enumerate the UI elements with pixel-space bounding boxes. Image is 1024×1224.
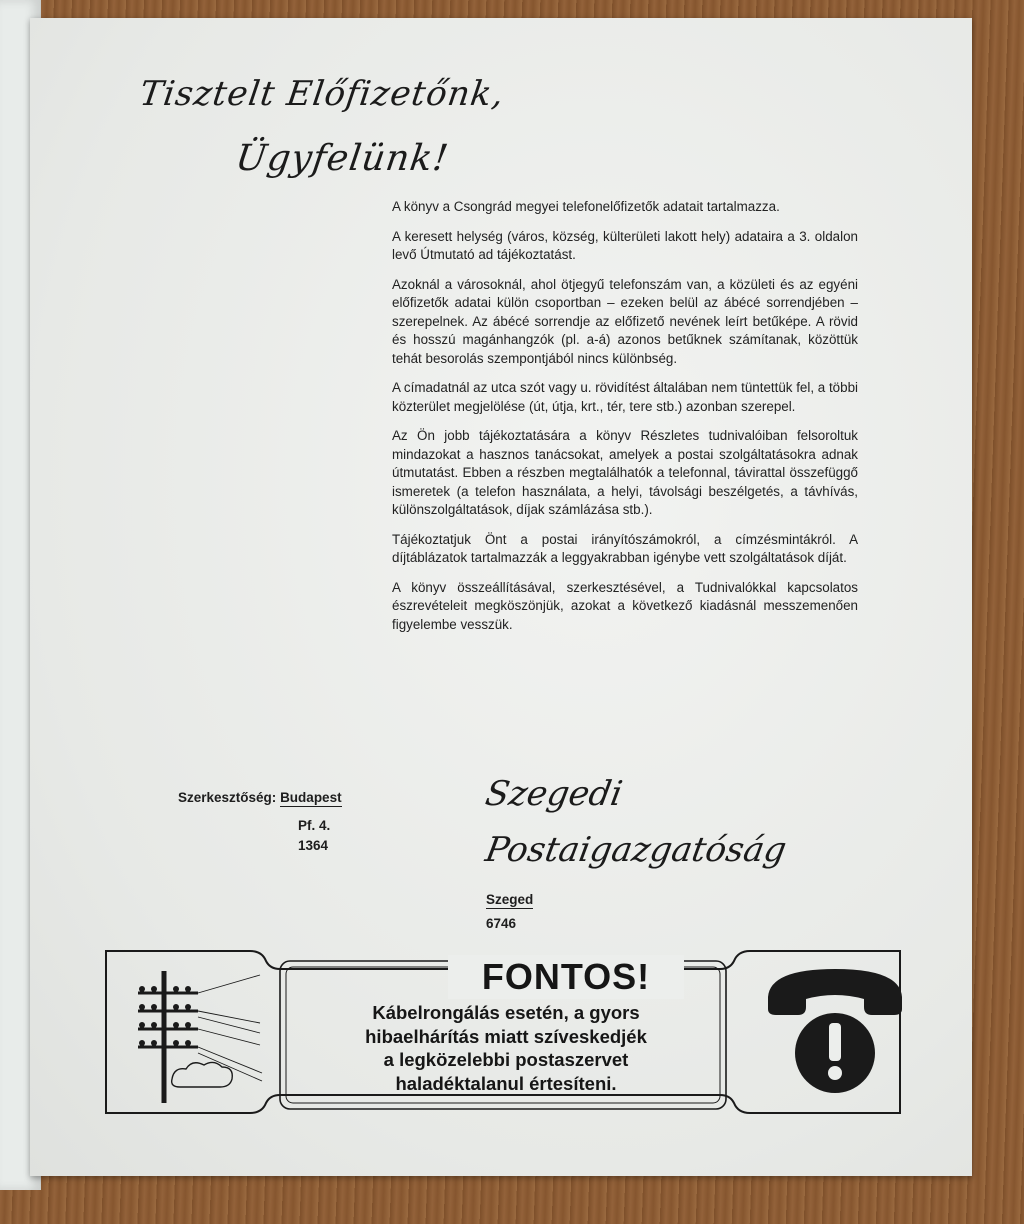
notice-line: haladéktalanul értesíteni. bbox=[395, 1072, 617, 1094]
paragraph: A keresett helység (város, község, külterületi lakott hely) adataira a 3. oldalon levő Útmutató ad tájékoztatást. bbox=[392, 228, 858, 262]
notice-line: Kábelrongálás esetén, a gyors bbox=[372, 1002, 640, 1023]
telephone-pole-icon bbox=[110, 953, 270, 1109]
paragraph: Tájékoztatjuk Önt a postai irányítószámokról, a címzésmintákról. A díjtáblázatok tartalmazzák a leggyakrabban igénybe vett szolgáltatások díját. bbox=[392, 531, 858, 565]
signature-zip: 6746 bbox=[486, 916, 517, 931]
paragraph: Az Ön jobb tájékoztatására a könyv Részletes tudnivalóiban felsoroltuk mindazokat a hasznos tanácsokat, amelyek a postai szolgáltatásokra adnak útmutatást. Ebben a részben megtalálhatók a telefonnal, távirattal összefüggő ismeretek (a telefon használata, a helyi, távolsági beszélgetés, a távhívás, különszolgáltatások, díjak számlázása stb.). bbox=[392, 428, 858, 517]
signature-line-1: Szegedi bbox=[482, 774, 626, 814]
telephone-warning-icon bbox=[760, 957, 910, 1107]
paragraph: A könyv a Csongrád megyei telefonelőfizetők adatait tartalmazza. bbox=[392, 199, 780, 214]
editorial-label: Szerkesztőség: bbox=[178, 790, 277, 805]
greeting-line-2: Ügyfelünk! bbox=[233, 138, 452, 179]
body-text bbox=[392, 198, 858, 645]
editorial-zip: 1364 bbox=[298, 838, 329, 853]
editorial-pobox: Pf. 4. bbox=[298, 818, 331, 833]
paragraph: A könyv összeállításával, szerkesztésével, a Tudnivalókkal kapcsolatos észrevételeit megköszönjük, azokat a következő kiadásnál messzemenően figyelembe vesszük. bbox=[392, 579, 858, 632]
greeting-line-1: Tisztelt Előfizetőnk, bbox=[137, 74, 507, 114]
signature-line-2: Postaigazgatóság bbox=[482, 830, 790, 870]
notice-title: FONTOS! bbox=[448, 955, 684, 999]
notice-body bbox=[286, 1001, 726, 1095]
important-notice-box bbox=[100, 943, 906, 1119]
notice-line: a legközelebbi postaszervet bbox=[383, 1049, 629, 1070]
paragraph: A címadatnál az utca szót vagy u. rövidítést általában nem tüntettük fel, a többi közterület megjelölése (út, útja, krt., tér, tere stb.) azonban szerepel. bbox=[392, 380, 858, 414]
paragraph: Azoknál a városoknál, ahol ötjegyű telefonszám van, a közületi és az egyéni előfizetők adatai külön csoportban – ezeken belül az ábécé sorrendjében – szerepelnek. Az ábécé sorrendje az előfizető nevének leírt betűképe. A rövid és hosszú magánhangzók (pl. a-á) azonos betűknek számítanak, közöttük tehát besorolás szempontjából nincs különbség. bbox=[392, 276, 858, 366]
signature-city: Szeged bbox=[486, 892, 534, 907]
editorial-city: Budapest bbox=[280, 790, 342, 805]
notice-line: hibaelhárítás miatt szíveskedjék bbox=[365, 1025, 647, 1047]
book-page bbox=[30, 18, 972, 1176]
editorial-office bbox=[178, 790, 342, 805]
